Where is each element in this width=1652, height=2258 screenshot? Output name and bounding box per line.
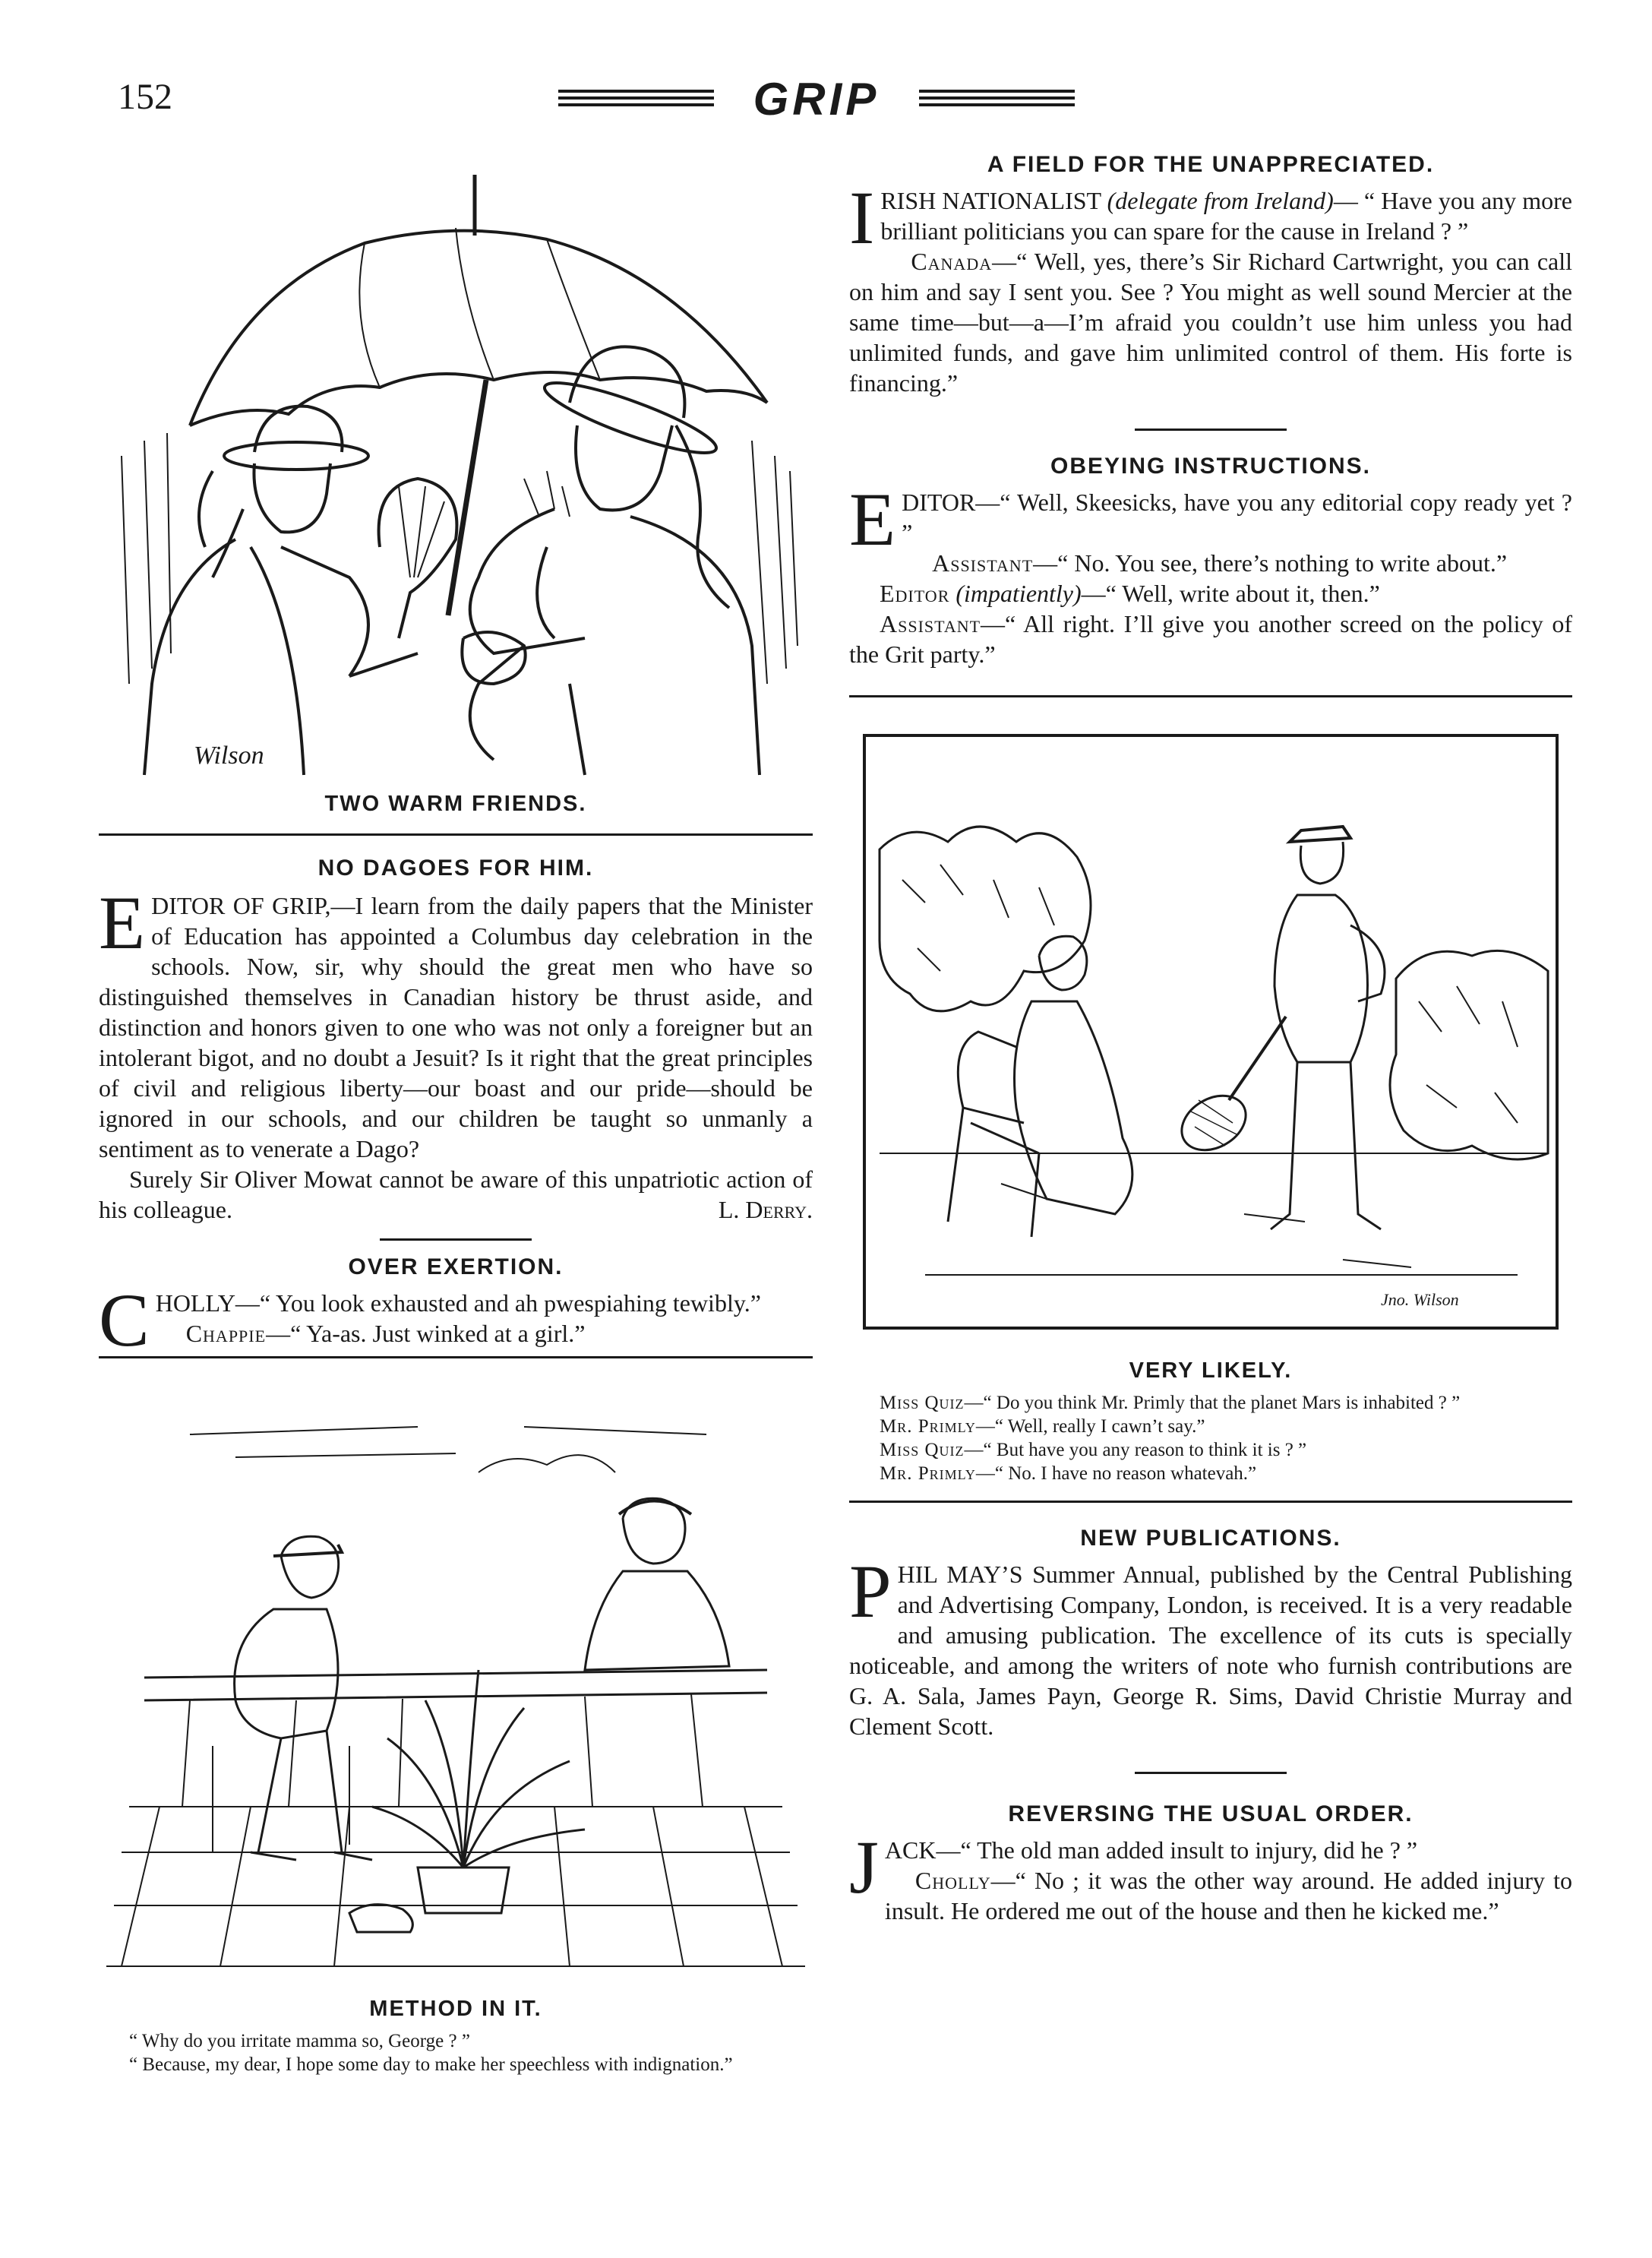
caption-two-warm-friends: TWO WARM FRIENDS. — [324, 792, 587, 816]
cartoon-signature: Wilson — [194, 742, 264, 770]
right-column — [849, 152, 1572, 1926]
caption-very-likely: VERY LIKELY. — [1129, 1358, 1293, 1383]
heading-reversing-order: REVERSING THE USUAL ORDER. — [1008, 1801, 1414, 1826]
article-no-dagoes — [99, 881, 813, 1225]
cartoon-signature: Jno. Wilson — [1381, 1290, 1459, 1309]
dropcap: J — [849, 1825, 879, 1909]
dropcap: C — [99, 1278, 150, 1362]
dialogue-line: “ Because, my dear, I hope some day to make her speechless with indignation.” — [129, 2054, 733, 2075]
article-paragraph: CHOLLY—“ You look exhausted and ah pwespiahing tewibly.” — [99, 1278, 761, 1362]
masthead-rule-left — [558, 90, 714, 112]
section-rule — [1135, 429, 1287, 431]
cartoon-very-likely — [849, 728, 1572, 1343]
article-obeying-instructions — [849, 477, 1572, 669]
cartoon-method-in-it — [99, 1381, 813, 1989]
heading-no-dagoes: NO DAGOES FOR HIM. — [317, 855, 594, 881]
column-rule — [849, 1501, 1572, 1503]
column-rule — [99, 1356, 813, 1358]
dialogue-line: Mr. Primly—“ Well, really I cawn’t say.” — [880, 1416, 1205, 1437]
section-rule — [1135, 1772, 1287, 1774]
article-paragraph: EDITOR OF GRIP,—I learn from the daily papers that the Minister of Education has appointed a Columbus day celebration in the schools. Now, sir, why should the great men who have so distinguished themselves in Canadian history be thrust aside, and distinction and honors given to one who was not only a foreigner but an intolerant bigot, and no doubt a Jesuit? Is it right that the great principles of civil and religious liberty—our boast and our pride—should be ignored in our schools, and our children be taught so unmanly a sentiment as to venerate a Dago? — [99, 881, 813, 1162]
article-over-exertion — [99, 1278, 813, 1362]
article-paragraph: Canada—“ Well, yes, there’s Sir Richard Cartwright, you can call on him and say I sent you. See ? You might as well sound Mercier at the same time—but—a—I’m afraid you couldn’t use him unless you had unlimited funds, and gave him unlimited control of them. His forte is financing.” — [849, 248, 1572, 397]
caption-method-in-it: METHOD IN IT. — [369, 1997, 542, 2021]
heading-new-publications: NEW PUBLICATIONS. — [1080, 1526, 1341, 1551]
article-new-publications — [849, 1549, 1572, 1741]
page-number: 152 — [118, 77, 172, 117]
article-paragraph: EDITOR—“ Well, Skeesicks, have you any editorial copy ready yet ? ” — [849, 477, 1572, 561]
heading-over-exertion: OVER EXERTION. — [348, 1254, 564, 1279]
dialogue-line: Mr. Primly—“ No. I have no reason whatevah.” — [880, 1463, 1257, 1484]
dropcap: E — [849, 477, 896, 561]
masthead-title: GRIP — [753, 74, 880, 125]
caption-dialogue — [849, 1391, 1572, 1485]
left-column — [99, 152, 813, 2076]
article-paragraph: Surely Sir Oliver Mowat cannot be aware of this unpatriotic action of his colleague. L. Derry. — [99, 1165, 813, 1223]
cartoon-two-warm-friends — [99, 152, 813, 790]
article-paragraph: Chappie—“ Ya-as. Just winked at a girl.” — [185, 1320, 586, 1347]
dropcap: P — [849, 1549, 892, 1633]
article-paragraph: JACK—“ The old man added insult to injury, did he ? ” — [849, 1825, 1418, 1909]
caption-dialogue — [99, 2029, 813, 2076]
dropcap: I — [849, 176, 875, 260]
dialogue-line: Miss Quiz—“ Do you think Mr. Primly that the planet Mars is inhabited ? ” — [880, 1393, 1461, 1413]
section-rule — [380, 1238, 532, 1241]
article-reversing-order — [849, 1825, 1572, 1926]
heading-field-unappreciated: A FIELD FOR THE UNAPPRECIATED. — [987, 152, 1435, 177]
article-field-unappreciated — [849, 176, 1573, 398]
column-rule — [849, 695, 1572, 697]
article-paragraph: Assistant—“ All right. I’ll give you another screed on the policy of the Grit party.” — [849, 610, 1572, 668]
article-paragraph: IRISH NATIONALIST (delegate from Ireland)— “ Have you any more brilliant politicians you can spare for the cause in Ireland ? ” — [849, 176, 1573, 260]
dialogue-line: “ Why do you irritate mamma so, George ? ” — [129, 2031, 470, 2051]
column-rule — [99, 833, 813, 836]
masthead — [558, 73, 1075, 126]
dropcap: E — [99, 881, 146, 965]
article-paragraph: PHIL MAY’S Summer Annual, published by the Central Publishing and Advertising Company, London, is received. It is a very readable and amusing publication. The excellence of its cuts is specially noticeable, and among the writers of note who furnish contributions are G. A. Sala, James Payn, George R. Sims, David Christie Murray and Clement Scott. — [849, 1549, 1572, 1740]
heading-obeying-instructions: OBEYING INSTRUCTIONS. — [1050, 454, 1372, 479]
masthead-rule-right — [919, 90, 1075, 112]
article-paragraph: Assistant—“ No. You see, there’s nothing to write about.” — [932, 549, 1508, 577]
article-signature: L. Derry. — [718, 1196, 813, 1223]
article-paragraph: Cholly—“ No ; it was the other way around. He added injury to insult. He ordered me out of the house and then he kicked me.” — [884, 1867, 1572, 1924]
article-paragraph: Editor (impatiently)—“ Well, write about it, then.” — [880, 580, 1380, 607]
dialogue-line: Miss Quiz—“ But have you any reason to think it is ? ” — [880, 1440, 1307, 1460]
